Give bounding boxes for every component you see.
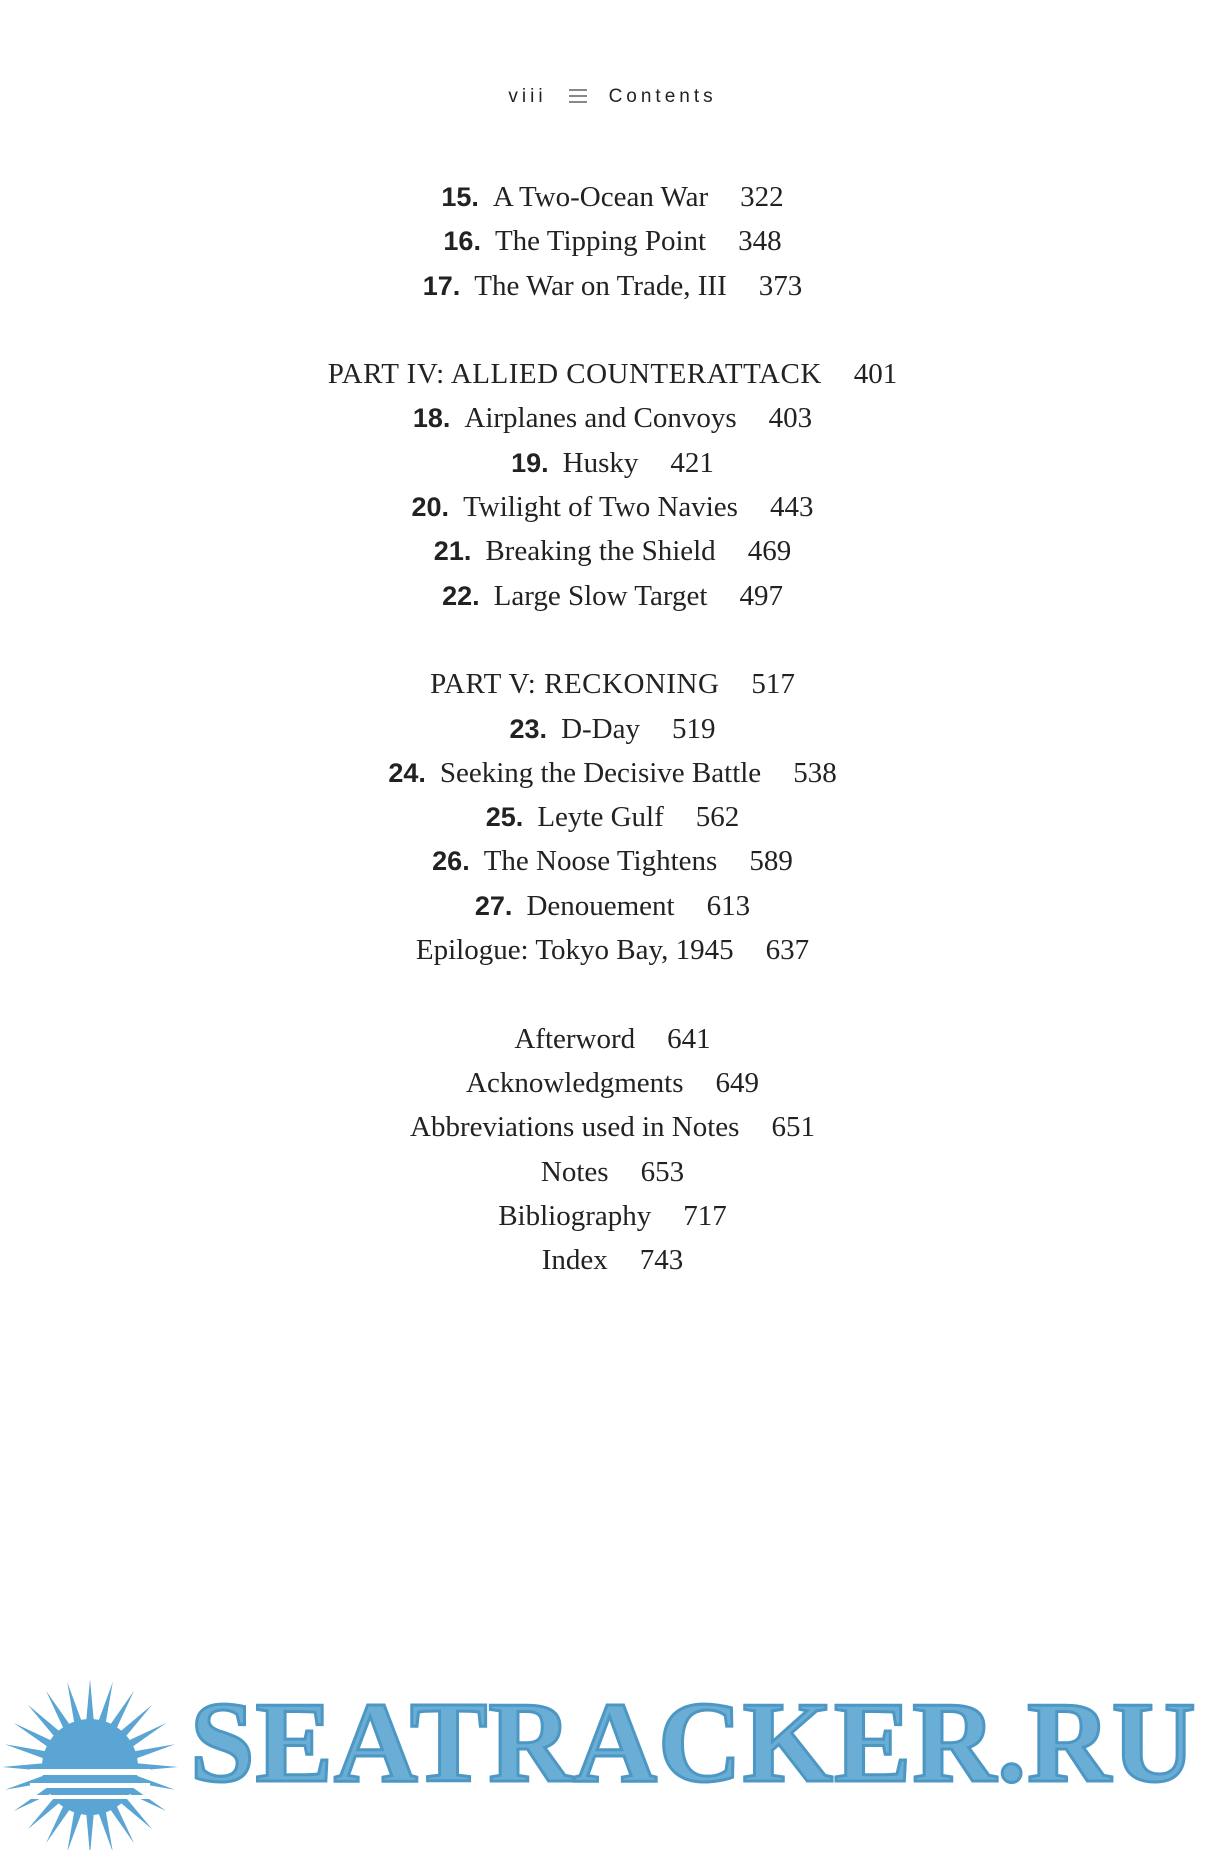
toc-entry[interactable] [0,219,1225,263]
entry-title: The War on Trade, III [474,269,727,302]
page-number: 443 [769,491,814,524]
page-number: 651 [771,1111,815,1144]
entry-title: Index [541,1244,608,1277]
toc-spacer [0,618,1225,662]
toc-entry[interactable] [0,795,1225,839]
page-number: 743 [639,1244,684,1277]
sun-logo-icon [0,1665,190,1850]
part-title: PART V: RECKONING [430,668,720,701]
entry-title: Afterword [514,1022,636,1055]
chapter-number: 17. [422,270,461,301]
toc-part-heading[interactable] [0,352,1225,396]
header-title: Contents [608,86,717,107]
entry-title: Abbreviations used in Notes [410,1111,740,1144]
page-number: 403 [768,402,813,435]
page-number: 421 [670,446,714,479]
chapter-number: 20. [411,492,450,523]
entry-title: Acknowledgments [466,1066,684,1099]
chapter-number: 15. [441,182,479,212]
toc-entry[interactable] [0,839,1225,883]
toc-entry[interactable] [0,1105,1225,1149]
page-number: 469 [747,535,792,568]
entry-title: Epilogue: Tokyo Bay, 1945 [415,934,734,967]
toc-entry[interactable] [0,529,1225,573]
running-header [0,86,1225,108]
chapter-number: 16. [443,226,481,257]
sun-ray [98,1682,113,1726]
toc-entry[interactable] [0,751,1225,795]
sun-ray [131,1744,175,1759]
page-number: 373 [758,269,803,302]
sun-ray [5,1744,49,1759]
page-number: 613 [706,889,751,922]
toc-entry[interactable] [0,485,1225,529]
toc-entry[interactable] [0,884,1225,928]
page-number: 562 [695,801,740,834]
entry-title: D-Day [561,712,640,745]
entry-title: Notes [540,1155,609,1188]
page-number: 717 [683,1199,727,1232]
menu-bars-icon [569,89,587,103]
toc-entry[interactable] [0,574,1225,618]
page-number: 348 [738,225,782,258]
page-number: 589 [749,845,793,878]
sun-ray [67,1682,82,1726]
page-number: 517 [751,668,795,701]
toc-entry[interactable] [0,441,1225,485]
page-number: 649 [715,1066,759,1099]
folio-number: viii [508,86,547,107]
entry-title: Leyte Gulf [537,801,664,834]
toc-entry[interactable] [0,928,1225,972]
chapter-number: 22. [442,580,480,611]
page-number: 497 [739,579,783,612]
page-number: 401 [853,358,898,391]
entry-title: Airplanes and Convoys [464,402,737,435]
entry-title: Large Slow Target [493,579,708,612]
chapter-number: 26. [432,846,470,877]
entry-title: Seeking the Decisive Battle [439,756,762,789]
toc-entry[interactable] [0,175,1225,219]
toc-entry[interactable] [0,1150,1225,1194]
watermark [0,1665,1225,1850]
chapter-number: 27. [474,890,513,921]
entry-title: Denouement [526,889,675,922]
page-number: 653 [640,1155,685,1188]
toc-entry[interactable] [0,1061,1225,1105]
page-number: 641 [667,1022,711,1055]
entry-title: A Two-Ocean War [492,181,709,213]
toc-entry[interactable] [0,1238,1225,1282]
sun-ray [67,1808,82,1850]
watermark-text: SEATRACKER.RU [190,1679,1197,1807]
part-title: PART IV: ALLIED COUNTERATTACK [327,358,822,391]
toc-entry[interactable] [0,264,1225,308]
page-number: 637 [765,934,810,967]
table-of-contents [0,175,1225,1282]
entry-title: Breaking the Shield [485,535,716,568]
sun-ray [86,1811,94,1850]
toc-entry[interactable] [0,396,1225,440]
toc-spacer [0,308,1225,352]
toc-entry[interactable] [0,1194,1225,1238]
toc-spacer [0,972,1225,1016]
toc-part-heading[interactable] [0,662,1225,706]
entry-title: The Noose Tightens [483,845,718,878]
entry-title: Husky [562,446,639,479]
chapter-number: 23. [509,713,548,744]
chapter-number: 18. [412,403,451,434]
sun-ray [86,1679,94,1723]
entry-title: Twilight of Two Navies [463,491,738,524]
page-number: 538 [793,756,837,789]
entry-title: Bibliography [498,1199,652,1232]
toc-entry[interactable] [0,1017,1225,1061]
chapter-number: 25. [485,802,524,833]
chapter-number: 21. [433,536,472,567]
chapter-number: 19. [511,447,549,478]
entry-title: The Tipping Point [494,225,707,258]
toc-entry[interactable] [0,707,1225,751]
chapter-number: 24. [388,757,426,788]
page-number: 519 [671,712,716,745]
page-number: 322 [740,181,784,213]
sun-ray [98,1808,113,1850]
